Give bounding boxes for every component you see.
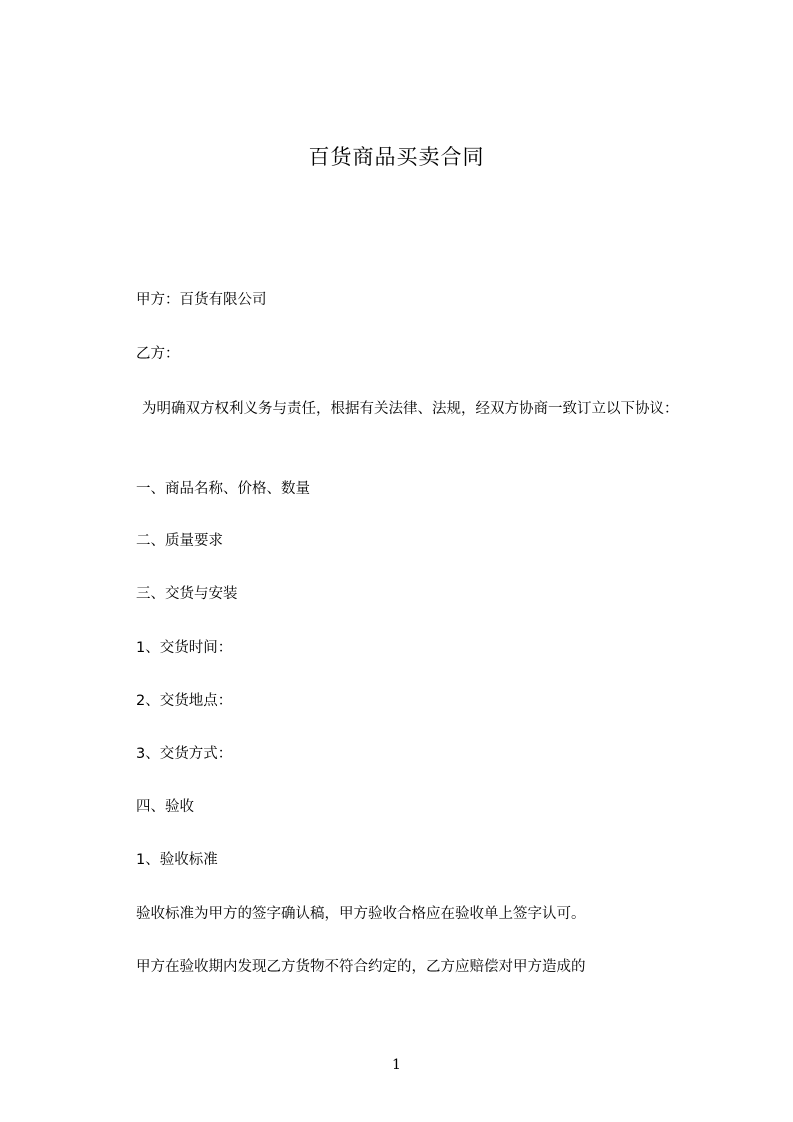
section-heading-delivery: 三、交货与安装 xyxy=(136,586,238,602)
delivery-method-item: 3、交货方式： xyxy=(136,746,233,762)
delivery-time-item: 1、交货时间： xyxy=(136,640,233,656)
contract-title: 百货商品买卖合同 xyxy=(308,145,485,169)
section-heading-quality: 二、质量要求 xyxy=(136,533,223,549)
acceptance-liability-text: 甲方在验收期内发现乙方货物不符合约定的，乙方应赔偿对甲方造成的 xyxy=(136,959,586,975)
page-number: 1 xyxy=(392,1057,401,1073)
acceptance-standard-item: 1、验收标准 xyxy=(136,852,218,868)
acceptance-standard-text: 验收标准为甲方的签字确认稿，甲方验收合格应在验收单上签字认可。 xyxy=(136,906,586,922)
section-heading-acceptance: 四、验收 xyxy=(136,799,194,815)
preamble-paragraph: 为明确双方权利义务与责任，根据有关法律、法规，经双方协商一致订立以下协议： xyxy=(142,401,679,417)
party-a-line: 甲方：百货有限公司 xyxy=(136,292,267,308)
party-b-line: 乙方： xyxy=(136,346,180,362)
delivery-place-item: 2、交货地点： xyxy=(136,693,233,709)
section-heading-goods: 一、商品名称、价格、数量 xyxy=(136,481,310,497)
